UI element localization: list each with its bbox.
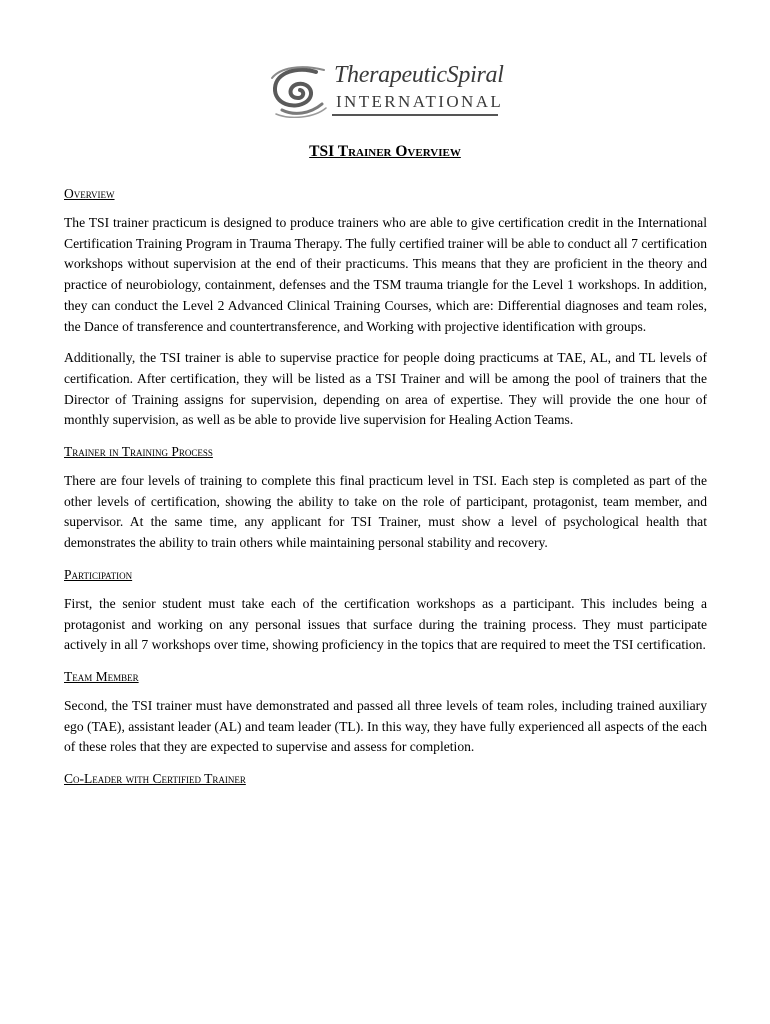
section-heading-overview: Overview [64, 186, 115, 201]
overview-paragraph-1: The TSI trainer practicum is designed to produce trainers who are able to give certification credit in the International Certification Training Program in Trauma Therapy. The fully certified trainer will be able to conduct all 7 certification workshops without supervision at the end of their practicums. This means that they are proficient in the theory and practice of neurobiology, containment, defenses and the TSM trauma triangle for the Level 1 workshops. In addition, they can conduct the Level 2 Advanced Clinical Training Courses, which are: Differential diagnoses and team roles, the Dance of transference and countertransference, and Working with projective identification with groups. [64, 215, 707, 334]
page-title: TSI Trainer Overview [309, 143, 461, 160]
overview-paragraph-2: Additionally, the TSI trainer is able to supervise practice for people doing practicums at TAE, AL, and TL levels of certification. After certification, they will be listed as a TSI Trainer and will be among the pool of trainers that the Director of Training assigns for supervision, depending on area of expertise. They will provide the one hour of monthly supervision, as well as be able to provide live supervision for Healing Action Teams. [64, 350, 707, 428]
section-heading-team-member: Team Member [64, 668, 139, 684]
logo-subtitle: INTERNATIONAL [336, 92, 504, 111]
section-heading-co-leader: Co-Leader with Certified Trainer [64, 771, 246, 787]
logo-title: TherapeuticSpiral [334, 62, 504, 88]
section-heading-training-process: Trainer in Training Process [64, 444, 213, 460]
logo-divider [332, 114, 498, 116]
section-heading-participation: Participation [64, 566, 133, 582]
logo [270, 62, 504, 122]
spiral-logo-icon [270, 64, 328, 118]
training-process-paragraph: There are four levels of training to complete this final practicum level in TSI. Each step is completed as part of the other levels of certification, showing the ability to take on the role of participant, protagonist, team member, and supervisor. At the same time, any applicant for TSI Trainer, must show a level of psychological health that demonstrates the ability to train others while maintaining personal stability and recovery. [64, 473, 707, 551]
team-member-paragraph: Second, the TSI trainer must have demonstrated and passed all three levels of team roles, including trained auxiliary ego (TAE), assistant leader (AL) and team leader (TL). In this way, they have fully experienced all aspects of the each of these roles that they are expected to supervise and assess for completion. [64, 697, 707, 755]
participation-paragraph: First, the senior student must take each of the certification workshops as a participant. This includes being a protagonist and working on any personal issues that surface during the training process. They must participate actively in all 7 workshops over time, showing proficiency in the topics that are required to meet the TSI certification. [64, 595, 707, 653]
document-body [64, 176, 707, 798]
